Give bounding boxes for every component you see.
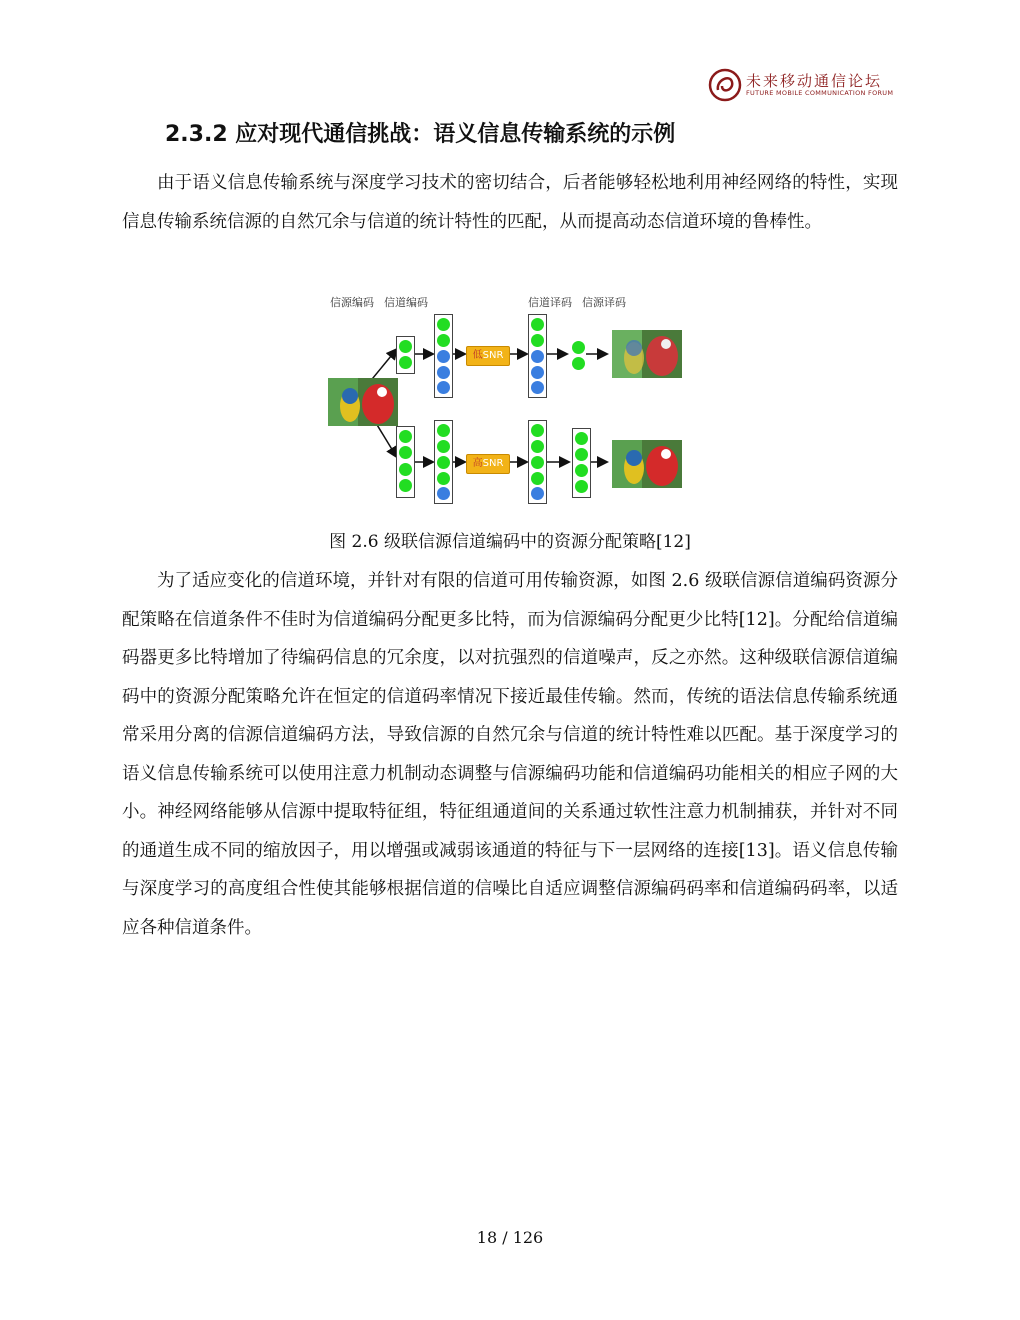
neuron	[399, 430, 412, 443]
neuron	[572, 357, 585, 370]
bottom-source-encoder	[396, 426, 415, 498]
label-channel-decoding: 信道译码	[528, 296, 572, 309]
top-source-encoder	[396, 336, 415, 374]
neuron	[437, 487, 450, 500]
bottom-channel-encoder	[434, 420, 453, 504]
output-image-top	[612, 330, 682, 378]
neuron	[399, 356, 412, 369]
logo-swirl-icon	[708, 68, 742, 102]
neuron	[531, 334, 544, 347]
neuron	[399, 340, 412, 353]
input-image	[328, 378, 398, 426]
snr-high-prefix: 高	[472, 458, 483, 469]
neuron	[437, 334, 450, 347]
snr-low-prefix: 低	[472, 350, 483, 361]
neuron	[437, 350, 450, 363]
forum-logo	[708, 68, 898, 102]
top-source-decoder	[570, 338, 587, 374]
output-image-bottom	[612, 440, 682, 488]
logo-english-text: FUTURE MOBILE COMMUNICATION FORUM	[746, 89, 894, 97]
neuron	[531, 440, 544, 453]
bottom-source-decoder	[572, 428, 591, 498]
neuron	[531, 472, 544, 485]
label-source-decoding: 信源译码	[582, 296, 626, 309]
neuron	[437, 424, 450, 437]
neuron	[437, 472, 450, 485]
snr-low-channel	[466, 346, 510, 366]
neuron	[437, 366, 450, 379]
neuron	[437, 381, 450, 394]
neuron	[437, 440, 450, 453]
neuron	[399, 446, 412, 459]
figure-resource-allocation	[322, 288, 690, 510]
bottom-channel-decoder	[528, 420, 547, 504]
snr-low-text: SNR	[482, 350, 504, 361]
neuron	[531, 487, 544, 500]
neuron	[531, 350, 544, 363]
logo-chinese-text: 未来移动通信论坛	[746, 72, 883, 90]
top-channel-encoder	[434, 314, 453, 398]
neuron	[575, 448, 588, 461]
label-source-encoding: 信源编码	[330, 296, 374, 309]
snr-high-channel	[466, 454, 510, 474]
neuron	[575, 464, 588, 477]
snr-high-text: SNR	[482, 458, 504, 469]
neuron	[399, 463, 412, 476]
neuron	[575, 432, 588, 445]
neuron	[437, 318, 450, 331]
neuron	[531, 366, 544, 379]
paragraph-1: 由于语义信息传输系统与深度学习技术的密切结合，后者能够轻松地利用神经网络的特性，实现信息传输系统信源的自然冗余与信道的统计特性的匹配，从而提高动态信道环境的鲁棒性。	[122, 173, 898, 232]
neuron	[437, 456, 450, 469]
page-number: 18 / 126	[476, 1228, 544, 1247]
paragraph-2: 为了适应变化的信道环境，并针对有限的信道可用传输资源，如图 2.6 级联信源信道编码资源分配策略在信道条件不佳时为信道编码分配更多比特，而为信源编码分配更少比特[12]。分配给信道编码器更多比特增加了待编码信息的冗余度，以对抗强烈的信道噪声，反之亦然。这种级联信源信道编码中的资源分配策略允许在恒定的信道码率情况下接近最佳传输。然而，传统的语法信息传输系统通常采用分离的信源信道编码方法，导致信源的自然冗余与信道的统计特性难以匹配。基于深度学习的语义信息传输系统可以使用注意力机制动态调整与信源编码功能和信道编码功能相关的相应子网的大小。神经网络能够从信源中提取特征组，特征组通道间的关系通过软性注意力机制捕获，并针对不同的通道生成不同的缩放因子，用以增强或减弱该通道的特征与下一层网络的连接[13]。语义信息传输与深度学习的高度组合性使其能够根据信道的信噪比自适应调整信源编码码率和信道编码码率，以适应各种信道条件。	[122, 571, 898, 938]
section-title: 2.3.2 应对现代通信挑战：语义信息传输系统的示例	[165, 122, 676, 147]
neuron	[531, 318, 544, 331]
neuron	[572, 341, 585, 354]
figure-caption: 图 2.6 级联信源信道编码中的资源分配策略[12]	[329, 532, 691, 552]
neuron	[531, 424, 544, 437]
top-channel-decoder	[528, 314, 547, 398]
neuron	[575, 480, 588, 493]
neuron	[531, 456, 544, 469]
neuron	[399, 479, 412, 492]
label-channel-encoding: 信道编码	[384, 296, 428, 309]
neuron	[531, 381, 544, 394]
